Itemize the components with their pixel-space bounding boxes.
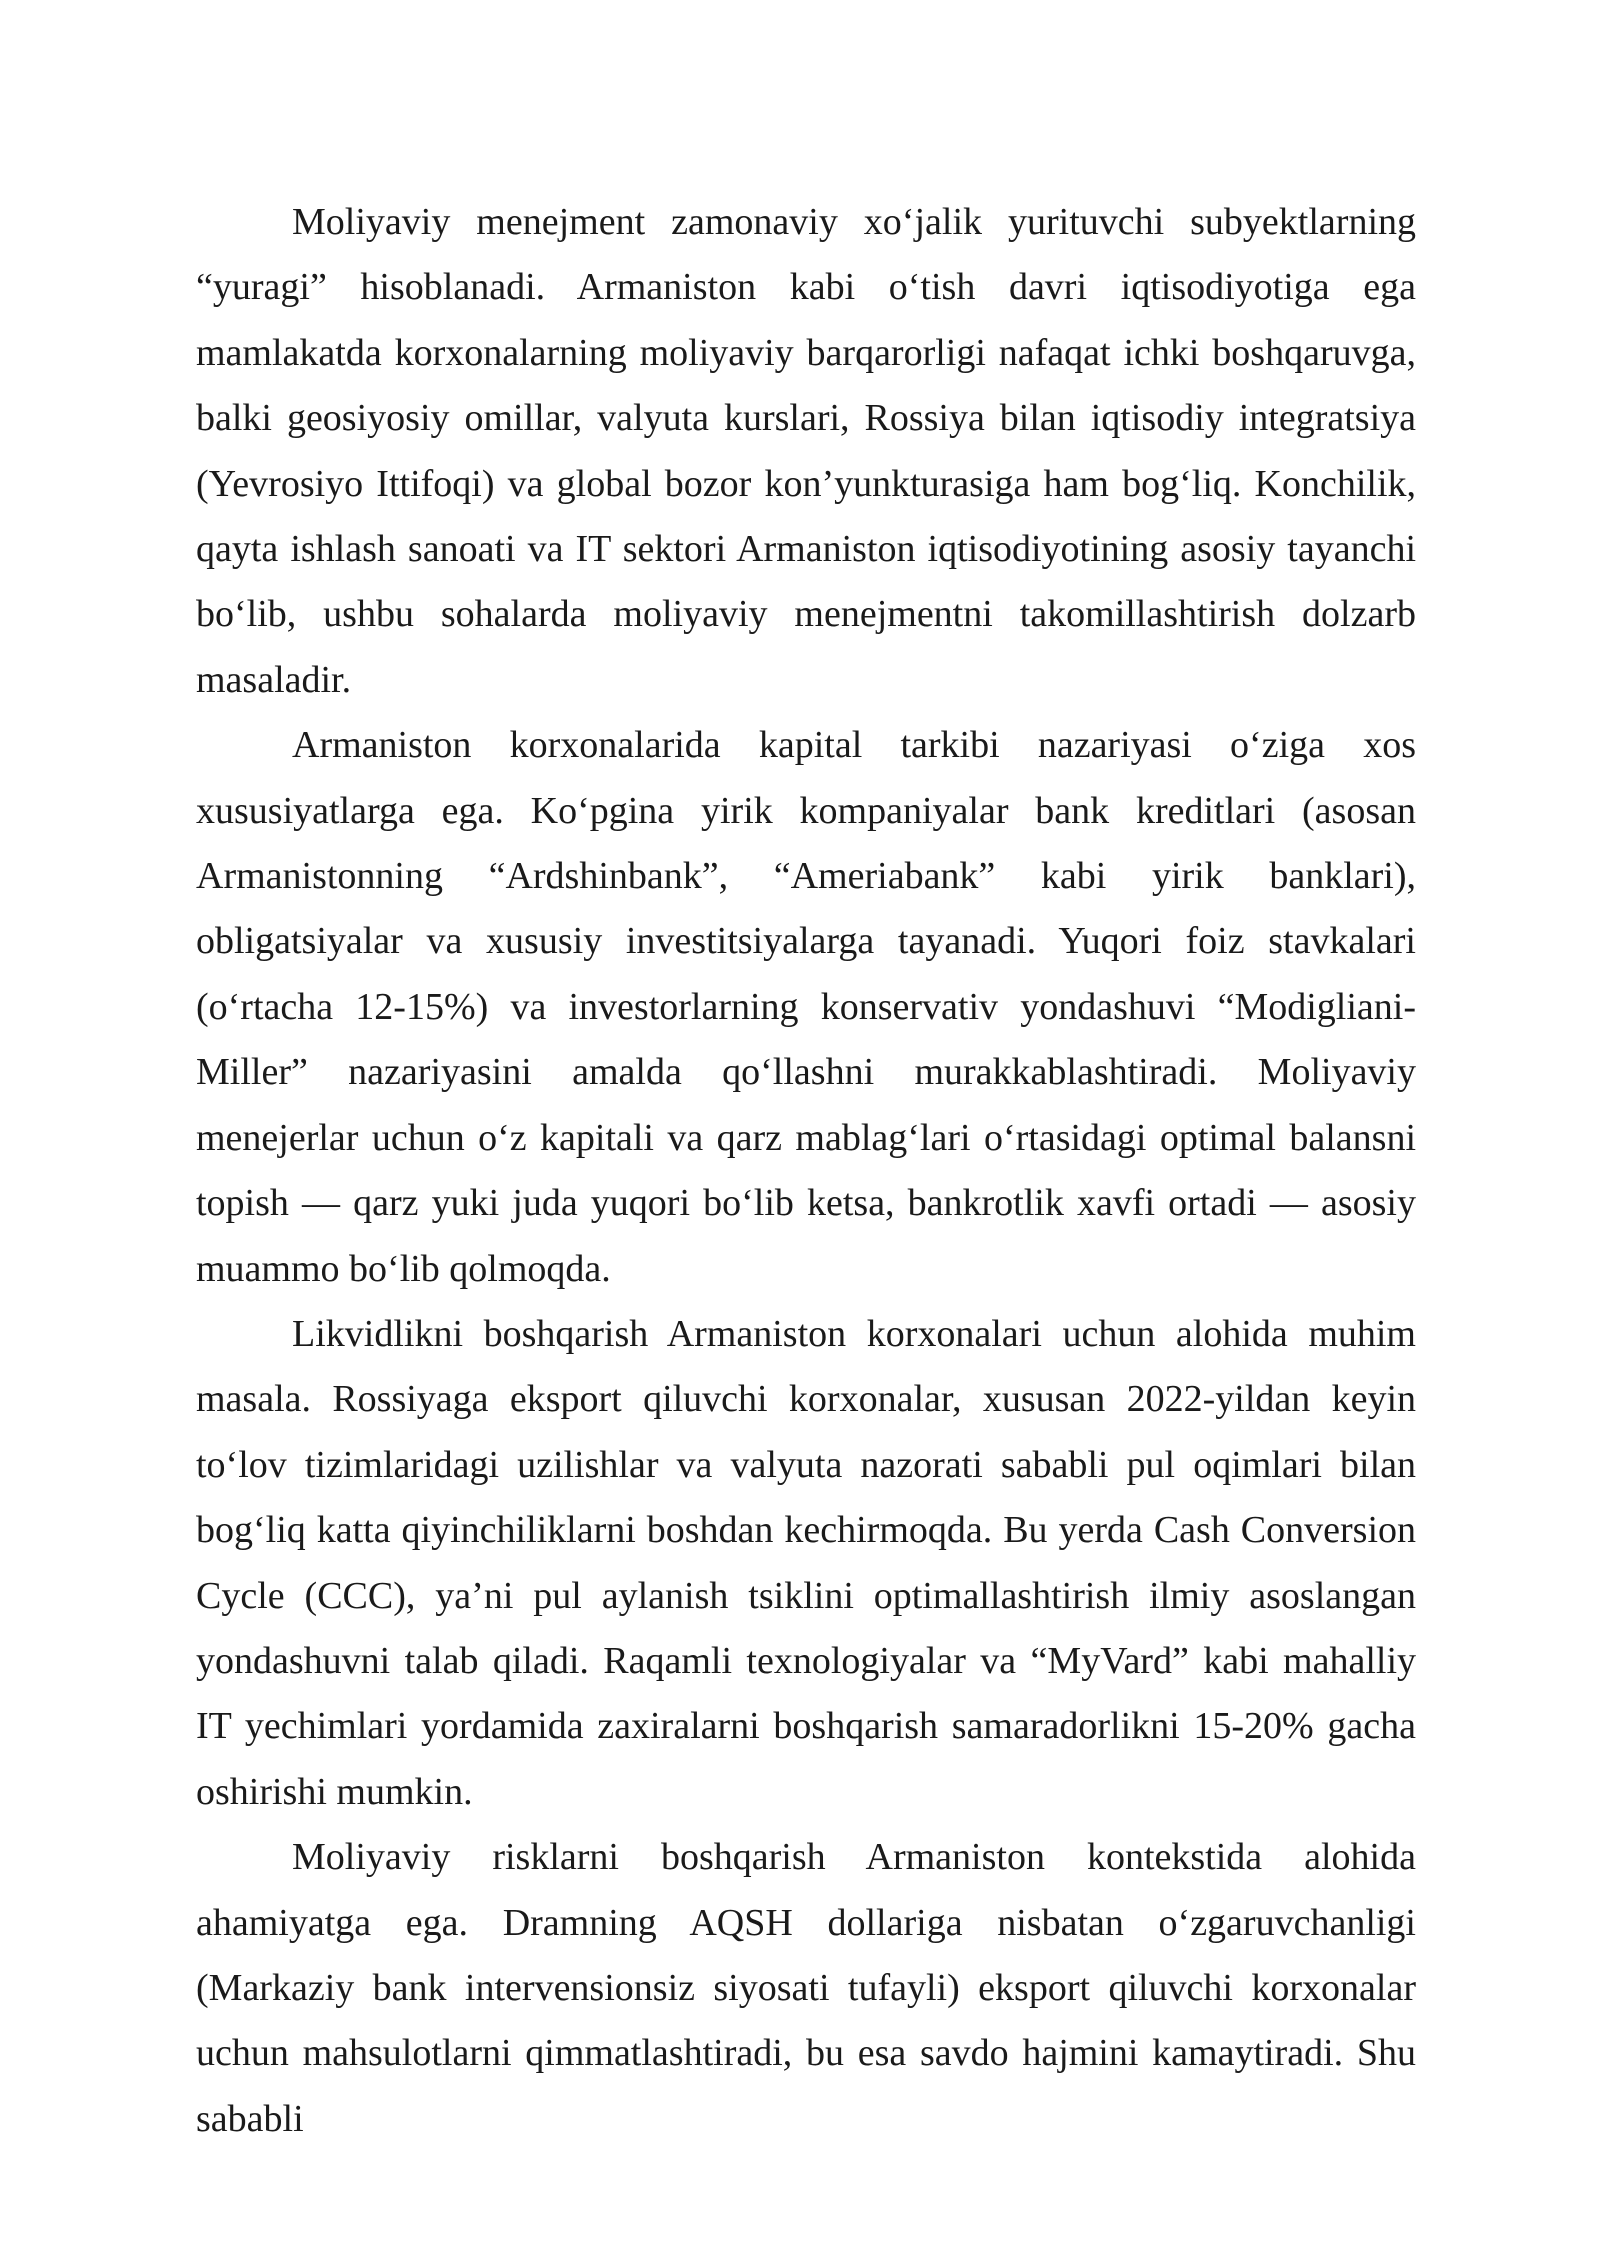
paragraph-2: Armaniston korxonalarida kapital tarkibi nazariyasi o‘ziga xos xususiyatlarga ega. Ko‘pgina yirik kompaniyalar bank kreditlari (asosan Armanistonning “Ardshinbank”, “Ameriabank” kabi yirik banklari), obligatsiyalar va xususiy investitsiyalarga tayanadi. Yuqori foiz stavkalari (o‘rtacha 12-15%) va investorlarning konservativ yondashuvi “Modigliani-Miller” nazariyasini amalda qo‘llashni murakkablashtiradi. Moliyaviy menejerlar uchun o‘z kapitali va qarz mablag‘lari o‘rtasidagi optimal balansni topish — qarz yuki juda yuqori bo‘lib ketsa, bankrotlik xavfi ortadi — asosiy muammo bo‘lib qolmoqda. [196, 724, 1416, 1290]
paragraph-1: Moliyaviy menejment zamonaviy xo‘jalik yurituvchi subyektlarning “yuragi” hisoblanadi. Armaniston kabi o‘tish davri iqtisodiyotiga ega mamlakatda korxonalarning moliyaviy barqarorligi nafaqat ichki boshqaruvga, balki geosiyosiy omillar, valyuta kurslari, Rossiya bilan iqtisodiy integratsiya (Yevrosiyo Ittifoqi) va global bozor kon’yunkturasiga ham bog‘liq. Konchilik, qayta ishlash sanoati va IT sektori Armaniston iqtisodiyotining asosiy tayanchi bo‘lib, ushbu sohalarda moliyaviy menejmentni takomillashtirish dolzarb masaladir. [196, 201, 1416, 701]
document-page [196, 190, 1416, 2152]
paragraph-4: Moliyaviy risklarni boshqarish Armaniston kontekstida alohida ahamiyatga ega. Dramning AQSH dollariga nisbatan o‘zgaruvchanligi (Markaziy bank intervensionsiz siyosati tufayli) eksport qiluvchi korxonalar uchun mahsulotlarni qimmatlashtiradi, bu esa savdo hajmini kamaytiradi. Shu sababli [196, 1836, 1416, 2140]
paragraph-3: Likvidlikni boshqarish Armaniston korxonalari uchun alohida muhim masala. Rossiyaga eksport qiluvchi korxonalar, xususan 2022-yildan keyin to‘lov tizimlaridagi uzilishlar va valyuta nazorati sababli pul oqimlari bilan bog‘liq katta qiyinchiliklarni boshdan kechirmoqda. Bu yerda Cash Conversion Cycle (CCC), ya’ni pul aylanish tsiklini optimallashtirish ilmiy asoslangan yondashuvni talab qiladi. Raqamli texnologiyalar va “MyVard” kabi mahalliy IT yechimlari yordamida zaxiralarni boshqarish samaradorlikni 15-20% gacha oshirishi mumkin. [196, 1312, 1416, 1813]
